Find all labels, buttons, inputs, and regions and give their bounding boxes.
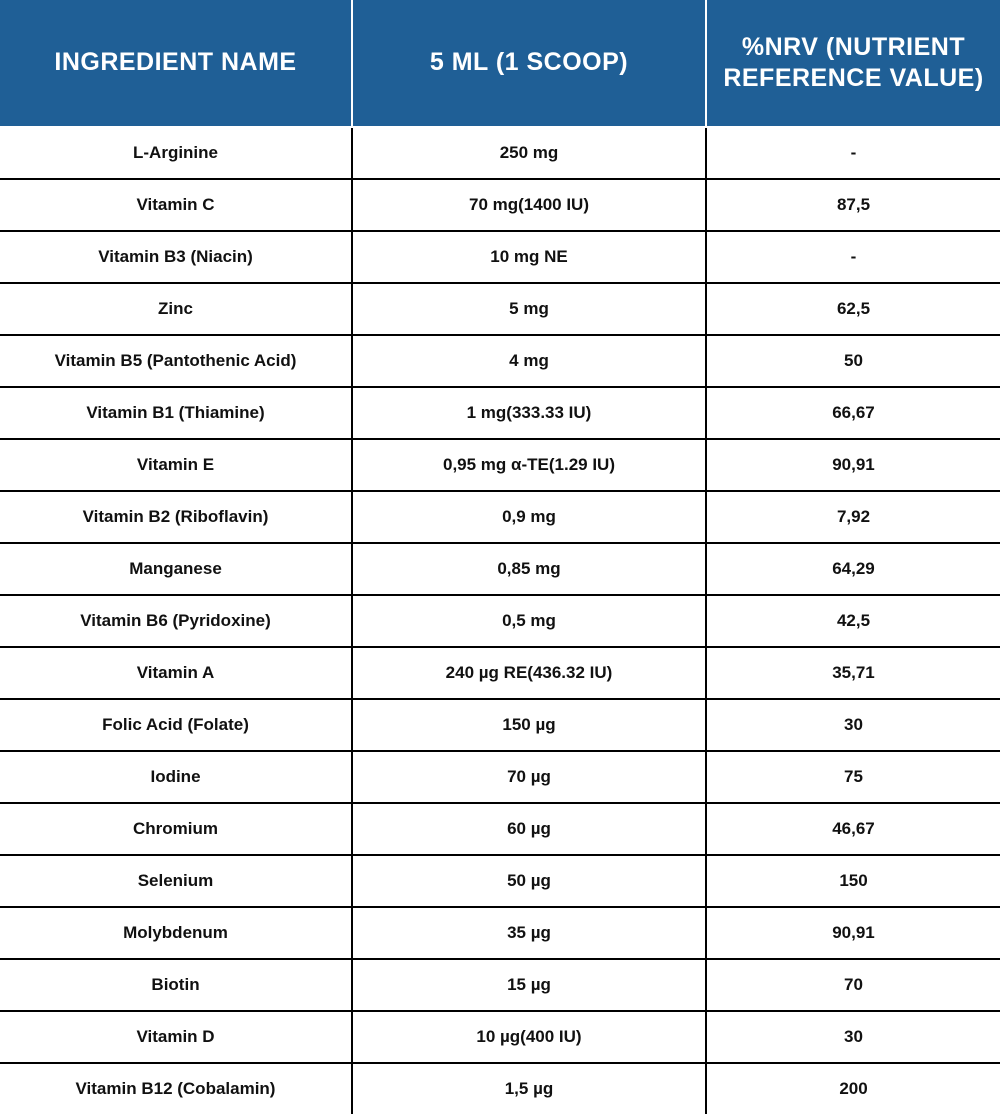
cell-nrv-value: - bbox=[706, 127, 1000, 179]
table-row bbox=[0, 1063, 1000, 1114]
cell-ingredient-name: Vitamin B12 (Cobalamin) bbox=[0, 1063, 352, 1114]
cell-serving-dose: 10 mg NE bbox=[352, 231, 706, 283]
cell-serving-dose: 0,85 mg bbox=[352, 543, 706, 595]
cell-serving-dose: 4 mg bbox=[352, 335, 706, 387]
cell-nrv-value: 90,91 bbox=[706, 907, 1000, 959]
cell-serving-dose: 150 µg bbox=[352, 699, 706, 751]
cell-serving-dose: 0,5 mg bbox=[352, 595, 706, 647]
cell-nrv-value: 70 bbox=[706, 959, 1000, 1011]
cell-ingredient-name: Molybdenum bbox=[0, 907, 352, 959]
table-row bbox=[0, 1011, 1000, 1063]
table-row bbox=[0, 127, 1000, 179]
table-row bbox=[0, 803, 1000, 855]
table-row bbox=[0, 439, 1000, 491]
cell-serving-dose: 1 mg(333.33 IU) bbox=[352, 387, 706, 439]
cell-serving-dose: 15 µg bbox=[352, 959, 706, 1011]
cell-nrv-value: 35,71 bbox=[706, 647, 1000, 699]
cell-serving-dose: 5 mg bbox=[352, 283, 706, 335]
table-header bbox=[0, 0, 1000, 127]
cell-ingredient-name: Vitamin B1 (Thiamine) bbox=[0, 387, 352, 439]
cell-ingredient-name: Selenium bbox=[0, 855, 352, 907]
column-header-nrv: %NRV (NUTRIENT REFERENCE VALUE) bbox=[706, 0, 1000, 127]
cell-serving-dose: 35 µg bbox=[352, 907, 706, 959]
table-row bbox=[0, 543, 1000, 595]
cell-ingredient-name: Vitamin A bbox=[0, 647, 352, 699]
cell-ingredient-name: Vitamin E bbox=[0, 439, 352, 491]
cell-nrv-value: - bbox=[706, 231, 1000, 283]
cell-ingredient-name: Zinc bbox=[0, 283, 352, 335]
cell-nrv-value: 50 bbox=[706, 335, 1000, 387]
cell-nrv-value: 7,92 bbox=[706, 491, 1000, 543]
cell-serving-dose: 60 µg bbox=[352, 803, 706, 855]
column-header-serving-dose: 5 ML (1 SCOOP) bbox=[352, 0, 706, 127]
cell-ingredient-name: Iodine bbox=[0, 751, 352, 803]
cell-nrv-value: 75 bbox=[706, 751, 1000, 803]
table-row bbox=[0, 647, 1000, 699]
cell-ingredient-name: Vitamin B2 (Riboflavin) bbox=[0, 491, 352, 543]
cell-nrv-value: 87,5 bbox=[706, 179, 1000, 231]
table-row bbox=[0, 855, 1000, 907]
cell-nrv-value: 200 bbox=[706, 1063, 1000, 1114]
cell-ingredient-name: Vitamin B3 (Niacin) bbox=[0, 231, 352, 283]
cell-nrv-value: 62,5 bbox=[706, 283, 1000, 335]
cell-nrv-value: 30 bbox=[706, 699, 1000, 751]
cell-nrv-value: 42,5 bbox=[706, 595, 1000, 647]
table-row bbox=[0, 595, 1000, 647]
cell-ingredient-name: Vitamin B6 (Pyridoxine) bbox=[0, 595, 352, 647]
table-row bbox=[0, 907, 1000, 959]
table-row bbox=[0, 231, 1000, 283]
cell-serving-dose: 50 µg bbox=[352, 855, 706, 907]
cell-ingredient-name: L-Arginine bbox=[0, 127, 352, 179]
cell-serving-dose: 0,95 mg α-TE(1.29 IU) bbox=[352, 439, 706, 491]
cell-nrv-value: 150 bbox=[706, 855, 1000, 907]
cell-serving-dose: 0,9 mg bbox=[352, 491, 706, 543]
cell-nrv-value: 64,29 bbox=[706, 543, 1000, 595]
cell-serving-dose: 250 mg bbox=[352, 127, 706, 179]
column-header-ingredient-name: INGREDIENT NAME bbox=[0, 0, 352, 127]
cell-nrv-value: 46,67 bbox=[706, 803, 1000, 855]
cell-serving-dose: 70 µg bbox=[352, 751, 706, 803]
cell-ingredient-name: Chromium bbox=[0, 803, 352, 855]
cell-nrv-value: 90,91 bbox=[706, 439, 1000, 491]
cell-ingredient-name: Vitamin C bbox=[0, 179, 352, 231]
table-row bbox=[0, 491, 1000, 543]
table-row bbox=[0, 751, 1000, 803]
table-row bbox=[0, 335, 1000, 387]
cell-nrv-value: 30 bbox=[706, 1011, 1000, 1063]
cell-ingredient-name: Folic Acid (Folate) bbox=[0, 699, 352, 751]
cell-nrv-value: 66,67 bbox=[706, 387, 1000, 439]
table-row bbox=[0, 959, 1000, 1011]
table-row bbox=[0, 179, 1000, 231]
cell-serving-dose: 240 µg RE(436.32 IU) bbox=[352, 647, 706, 699]
table-row bbox=[0, 283, 1000, 335]
table-body bbox=[0, 127, 1000, 1114]
cell-ingredient-name: Manganese bbox=[0, 543, 352, 595]
table-header-row bbox=[0, 0, 1000, 127]
cell-ingredient-name: Vitamin D bbox=[0, 1011, 352, 1063]
cell-serving-dose: 1,5 µg bbox=[352, 1063, 706, 1114]
table-row bbox=[0, 387, 1000, 439]
table-row bbox=[0, 699, 1000, 751]
cell-serving-dose: 70 mg(1400 IU) bbox=[352, 179, 706, 231]
cell-ingredient-name: Vitamin B5 (Pantothenic Acid) bbox=[0, 335, 352, 387]
cell-ingredient-name: Biotin bbox=[0, 959, 352, 1011]
cell-serving-dose: 10 µg(400 IU) bbox=[352, 1011, 706, 1063]
